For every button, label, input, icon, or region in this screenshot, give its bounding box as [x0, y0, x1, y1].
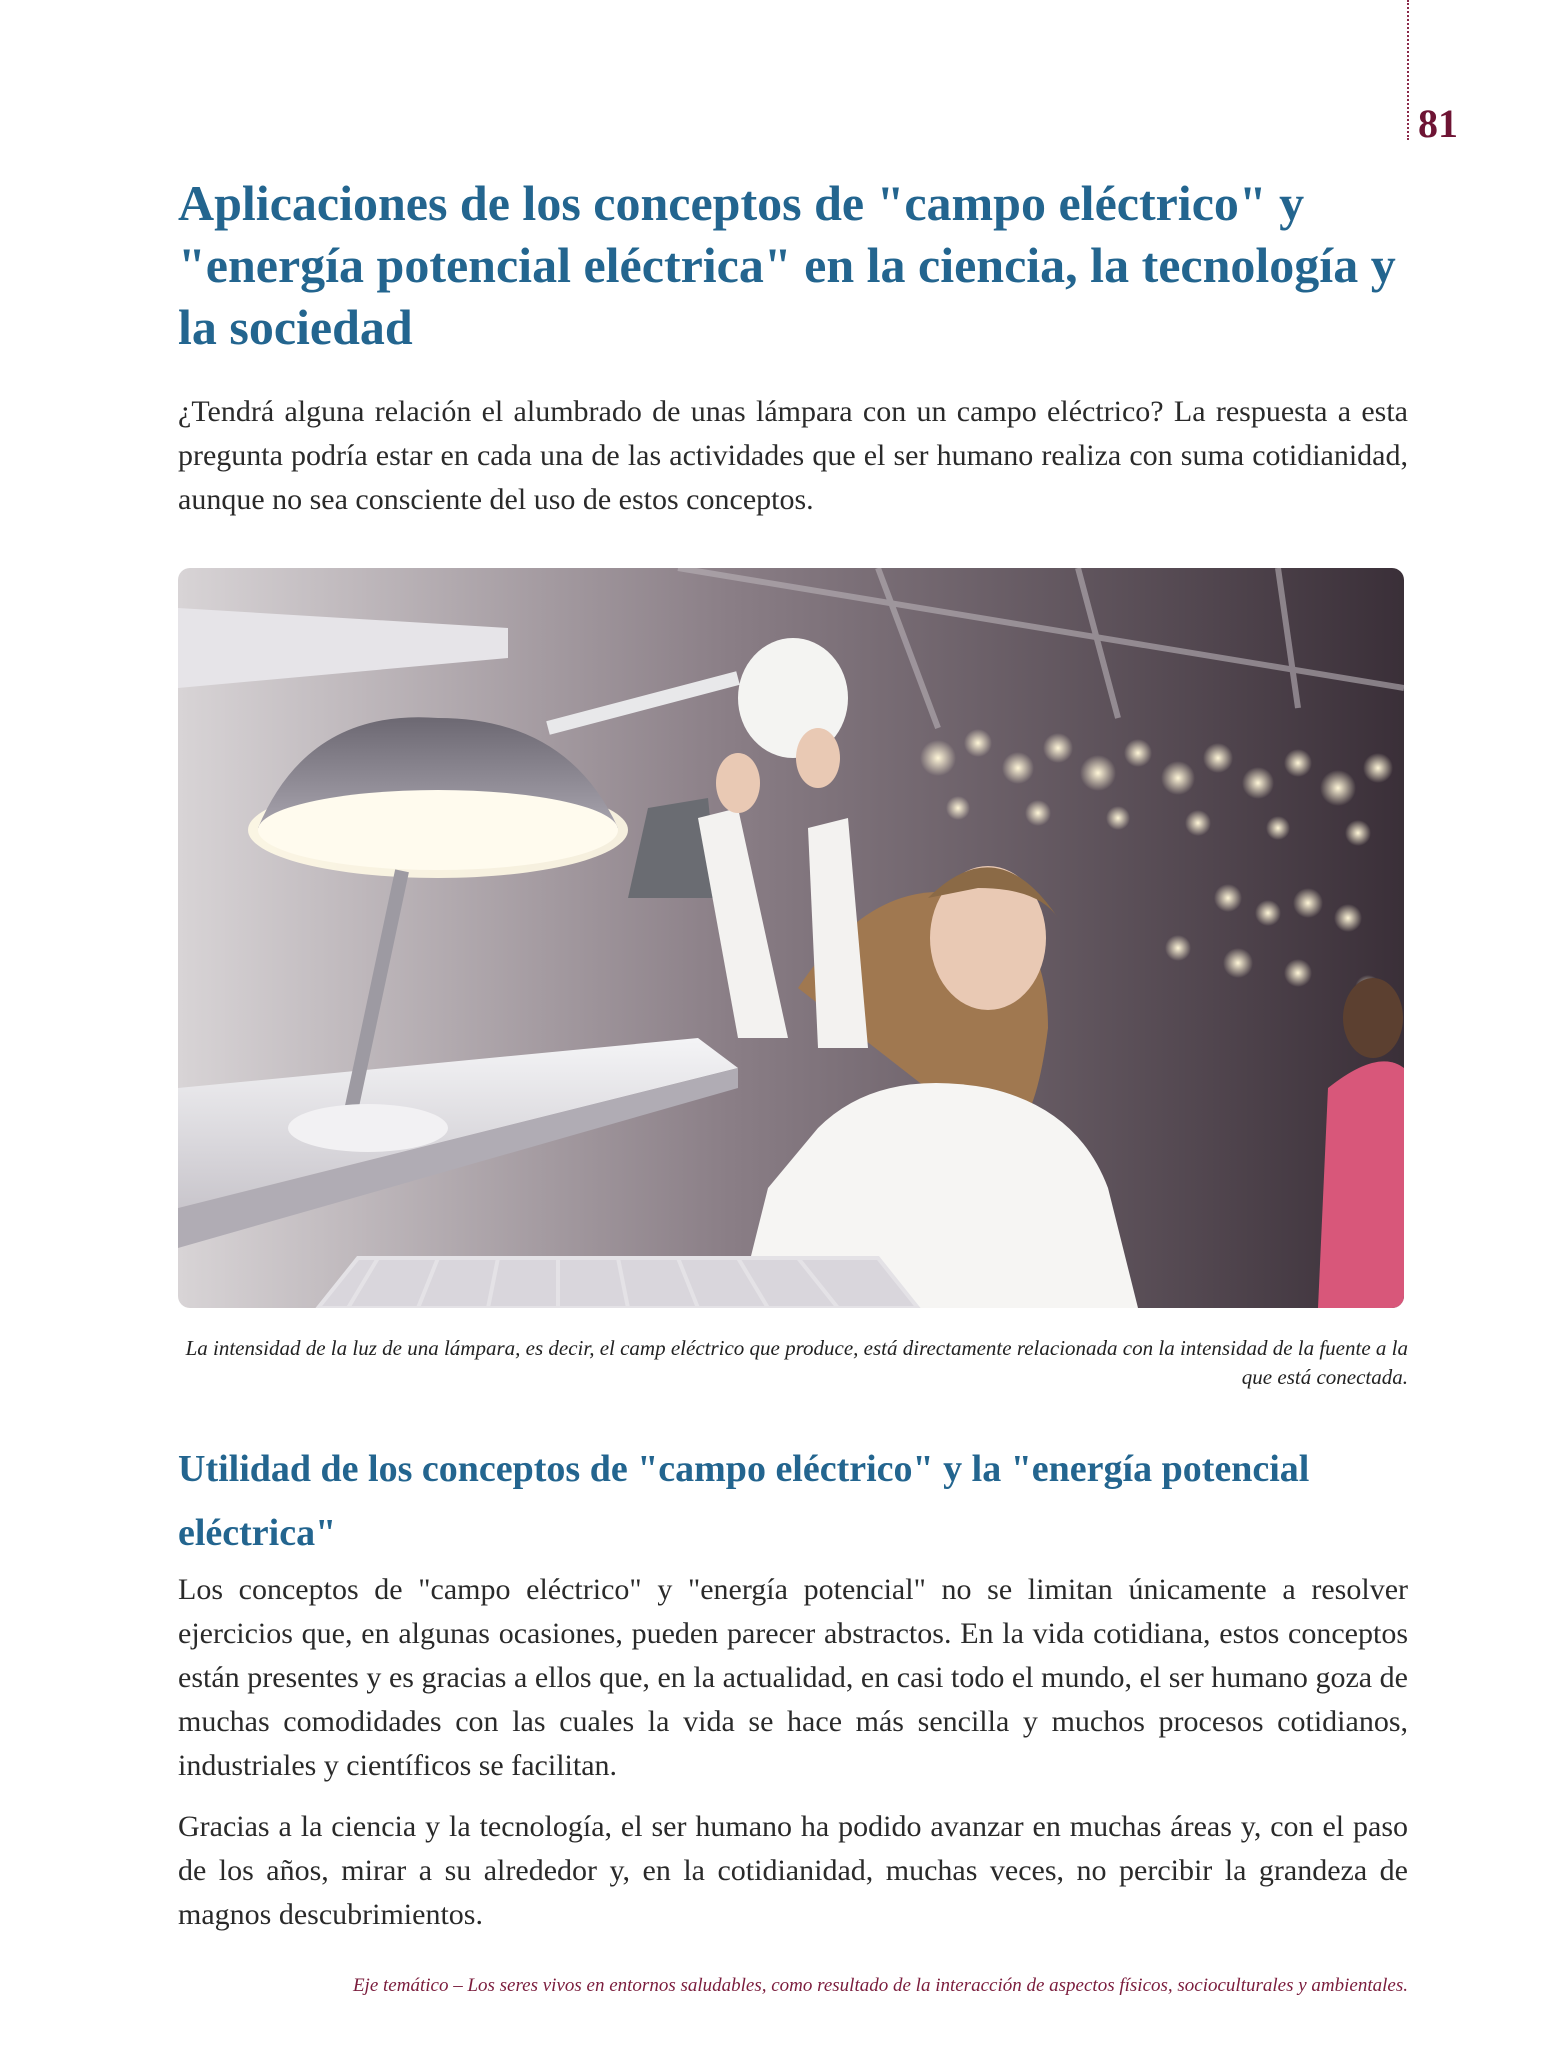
- body-paragraph-1: Los conceptos de "campo eléctrico" y "energía potencial" no se limitan únicamente a resolver ejercicios que, en algunas ocasiones, pueden parecer abstractos. En la vida cotidiana, estos conceptos están presentes y es gracias a ellos que, en la actualidad, en casi todo el mundo, el ser humano goza de muchas comodidades con las cuales la vida se hace más sencilla y muchos procesos cotidianos, industriales y científicos se facilitan.: [178, 1573, 1408, 1782]
- footer-thematic-axis: Eje temático – Los seres vivos en entornos saludables, como resultado de la interacción de aspectos físicos, socioculturales y ambientales.: [352, 1975, 1408, 1996]
- body-paragraph-2: Gracias a la ciencia y la tecnología, el ser humano ha podido avanzar en muchas áreas y, con el paso de los años, mirar a su alrededor y, en la cotidianidad, muchas veces, no percibir la grandeza de magnos descubrimientos.: [178, 1810, 1408, 1931]
- main-heading: Aplicaciones de los conceptos de "campo eléctrico" y "energía potencial eléctrica" en la ciencia, la tecnología y la sociedad: [178, 175, 1396, 355]
- woman-with-lamp-photo: [178, 568, 1404, 1308]
- page-number: 81: [1418, 101, 1458, 146]
- photo-caption: La intensidad de la luz de una lámpara, es decir, el camp eléctrico que produce, está directamente relacionada con la intensidad de la fuente a la que está conectada.: [185, 1336, 1408, 1389]
- page-number-divider: [1407, 0, 1409, 140]
- section-heading: Utilidad de los conceptos de "campo eléctrico" y la "energía potencial eléctrica": [178, 1448, 1310, 1554]
- intro-paragraph: ¿Tendrá alguna relación el alumbrado de unas lámpara con un campo eléctrico? La respuesta a esta pregunta podría estar en cada una de las actividades que el ser humano realiza con suma cotidianidad, aunque no sea consciente del uso de estos conceptos.: [178, 395, 1408, 516]
